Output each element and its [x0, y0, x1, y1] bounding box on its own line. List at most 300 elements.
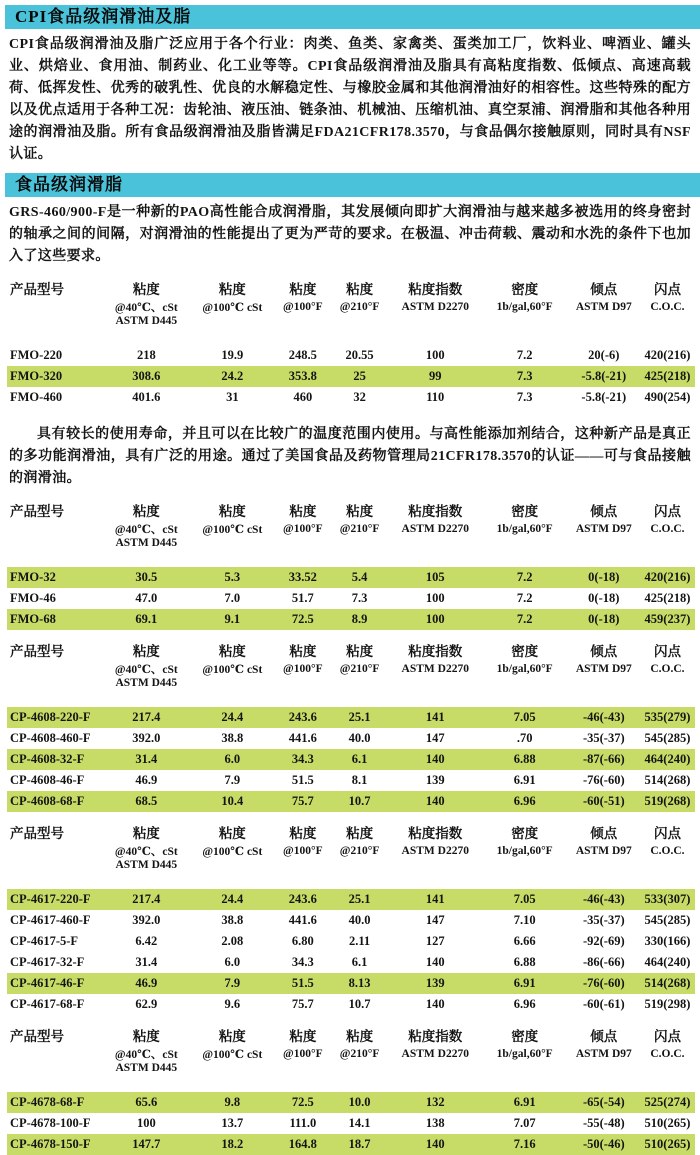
column-header: 粘度指数 — [408, 282, 463, 297]
column-header — [189, 859, 275, 876]
value-cell: 100 — [425, 591, 445, 605]
value-cell: 7.0 — [224, 591, 241, 605]
value-cell: -87(-66) — [568, 749, 640, 770]
column-header: 粘度 — [132, 1029, 160, 1044]
product-model-cell: FMO-46 — [10, 591, 56, 605]
column-header: 闪点 — [653, 826, 681, 841]
product-model-cell: CP-4617-220-F — [7, 889, 103, 910]
value-cell: 7.2 — [482, 609, 568, 630]
table-row — [7, 345, 695, 366]
value-cell: -92(-69) — [582, 934, 625, 948]
value-cell: 7.9 — [189, 973, 275, 994]
column-header: 闪点 — [653, 282, 681, 297]
value-cell: 8.1 — [351, 773, 368, 787]
value-cell: 38.8 — [221, 731, 244, 745]
column-header: 1b/gal,60°F — [496, 522, 553, 535]
value-cell: 10.7 — [330, 791, 388, 812]
value-cell: 401.6 — [132, 390, 161, 404]
column-header — [7, 660, 103, 677]
value-cell: 218 — [136, 348, 156, 362]
value-cell: 47.0 — [135, 591, 158, 605]
value-cell: 2.08 — [221, 934, 244, 948]
value-cell: 10.4 — [189, 791, 275, 812]
table-header-row — [7, 298, 695, 315]
header-gap — [7, 332, 695, 345]
value-cell: 392.0 — [132, 913, 161, 927]
value-cell: 6.91 — [482, 973, 568, 994]
value-cell: 6.96 — [513, 997, 536, 1011]
column-header: ASTM D97 — [575, 522, 632, 535]
value-cell: 24.2 — [189, 366, 275, 387]
column-header: C.O.C. — [650, 844, 685, 857]
column-header — [640, 315, 695, 332]
table-header-row — [7, 677, 695, 694]
column-header: @210°F — [339, 300, 380, 313]
value-cell: -86(-66) — [582, 955, 625, 969]
value-cell: 62.9 — [135, 997, 158, 1011]
value-cell: 243.6 — [275, 707, 330, 728]
value-cell: 460 — [293, 390, 313, 404]
column-header: @100℃ cSt — [202, 845, 263, 858]
column-header: C.O.C. — [650, 300, 685, 313]
product-model-cell: CP-4678-68-F — [7, 1092, 103, 1113]
column-header — [330, 1062, 388, 1079]
column-header — [389, 859, 482, 876]
value-cell: 545(285) — [644, 913, 691, 927]
column-header — [640, 677, 695, 694]
value-cell: 10.0 — [330, 1092, 388, 1113]
value-cell: 330(166) — [644, 934, 691, 948]
column-header — [568, 315, 640, 332]
table-header-row — [7, 1045, 695, 1062]
column-header: 密度 — [511, 826, 539, 841]
column-header: 倾点 — [590, 282, 618, 297]
column-header — [7, 315, 103, 332]
value-cell: 6.1 — [330, 749, 388, 770]
table-row — [7, 728, 695, 749]
column-header — [482, 315, 568, 332]
column-header: 闪点 — [653, 644, 681, 659]
column-header: C.O.C. — [650, 522, 685, 535]
value-cell: 7.16 — [482, 1134, 568, 1155]
value-cell: 75.7 — [275, 791, 330, 812]
value-cell: 100 — [136, 1116, 156, 1130]
value-cell: 6.88 — [513, 955, 536, 969]
column-header — [7, 677, 103, 694]
value-cell: 14.1 — [348, 1116, 371, 1130]
value-cell: 7.2 — [516, 348, 533, 362]
column-header: @100°F — [283, 662, 323, 675]
column-header: 倾点 — [590, 1029, 618, 1044]
value-cell: 308.6 — [103, 366, 189, 387]
value-cell: -35(-37) — [582, 731, 625, 745]
column-header: 粘度 — [289, 644, 317, 659]
column-header — [7, 842, 103, 859]
column-header: ASTM D445 — [115, 315, 178, 327]
column-header — [482, 1062, 568, 1079]
value-cell: 127 — [425, 934, 445, 948]
column-header: 粘度 — [346, 282, 374, 297]
value-cell: 40.0 — [348, 731, 371, 745]
table-header-row — [7, 537, 695, 554]
value-cell: 140 — [389, 749, 482, 770]
column-header: 粘度 — [289, 504, 317, 519]
value-cell: 20.55 — [345, 348, 374, 362]
value-cell: 68.5 — [103, 791, 189, 812]
column-header: @100°F — [283, 1047, 323, 1060]
value-cell: 459(237) — [640, 609, 695, 630]
value-cell: 7.2 — [482, 567, 568, 588]
column-header: @40℃、cSt — [114, 523, 178, 536]
value-cell: 6.80 — [291, 934, 314, 948]
value-cell: -35(-37) — [582, 913, 625, 927]
value-cell: 425(218) — [644, 591, 691, 605]
value-cell: 24.4 — [189, 707, 275, 728]
column-header: 粘度 — [346, 644, 374, 659]
table-row — [7, 973, 695, 994]
value-cell: 6.1 — [351, 955, 368, 969]
value-cell: 425(218) — [640, 366, 695, 387]
column-header: ASTM D2270 — [401, 844, 469, 857]
product-table-cp4608 — [7, 640, 695, 812]
value-cell: 9.8 — [189, 1092, 275, 1113]
value-cell: 100 — [425, 348, 445, 362]
value-cell: 0(-18) — [568, 567, 640, 588]
value-cell: 46.9 — [135, 773, 158, 787]
column-header: ASTM D445 — [115, 537, 178, 549]
value-cell: 9.6 — [224, 997, 241, 1011]
value-cell: 7.3 — [516, 390, 533, 404]
value-cell: -60(-51) — [568, 791, 640, 812]
column-header — [568, 677, 640, 694]
value-cell: 140 — [425, 955, 445, 969]
value-cell: 6.0 — [224, 955, 241, 969]
column-header: @100℃ cSt — [202, 1048, 263, 1061]
value-cell: -55(-48) — [582, 1116, 625, 1130]
column-header: ASTM D97 — [575, 662, 632, 675]
product-model-cell: CP-4617-5-F — [10, 934, 79, 948]
value-cell: 51.7 — [291, 591, 314, 605]
value-cell: 7.07 — [513, 1116, 536, 1130]
value-cell: 6.96 — [482, 791, 568, 812]
section-title-food-grade-grease: 食品级润滑脂 — [5, 173, 700, 197]
value-cell: 46.9 — [103, 973, 189, 994]
column-header: ASTM D445 — [115, 1062, 178, 1074]
column-header: 闪点 — [653, 504, 681, 519]
table-header-row — [7, 842, 695, 859]
column-header: @210°F — [339, 522, 380, 535]
product-model-cell: FMO-32 — [7, 567, 103, 588]
value-cell: 25.1 — [330, 707, 388, 728]
column-header: 倾点 — [590, 826, 618, 841]
value-cell: 7.2 — [516, 591, 533, 605]
product-model-cell: CP-4608-220-F — [7, 707, 103, 728]
value-cell: 217.4 — [103, 707, 189, 728]
column-header: @100℃ cSt — [202, 663, 263, 676]
column-header — [7, 1062, 103, 1079]
table-row — [7, 1134, 695, 1155]
value-cell: 24.4 — [189, 889, 275, 910]
column-header: 粘度指数 — [408, 644, 463, 659]
column-header: 密度 — [511, 504, 539, 519]
value-cell: 7.9 — [224, 773, 241, 787]
column-header — [640, 537, 695, 554]
section-body-food-grade-grease: GRS-460/900-F是一种新的PAO高性能合成润滑脂，其发展倾向即扩大润滑油与越来越多被选用的终身密封的轴承之间的间隔，对润滑油的性能提出了更为严苛的要求。在极温、冲击荷载、震动和水洗的条件下也加入了这些要求。 — [9, 205, 691, 264]
value-cell: 147 — [425, 731, 445, 745]
column-header: 产品型号 — [10, 826, 64, 841]
column-header — [389, 1062, 482, 1079]
table-row — [7, 749, 695, 770]
value-cell: 105 — [389, 567, 482, 588]
column-header — [482, 859, 568, 876]
column-header: 产品型号 — [10, 504, 64, 519]
column-header: ASTM D97 — [575, 1047, 632, 1060]
column-header — [189, 1062, 275, 1079]
header-gap — [7, 554, 695, 567]
value-cell: 164.8 — [275, 1134, 330, 1155]
table-row — [7, 889, 695, 910]
value-cell: 138 — [425, 1116, 445, 1130]
value-cell: 9.1 — [189, 609, 275, 630]
product-model-cell: CP-4608-32-F — [7, 749, 103, 770]
column-header: 粘度 — [346, 504, 374, 519]
column-header: ASTM D2270 — [401, 1047, 469, 1060]
value-cell: 32 — [353, 390, 366, 404]
column-header: 粘度指数 — [408, 504, 463, 519]
value-cell: 132 — [389, 1092, 482, 1113]
column-header: 粘度指数 — [408, 1029, 463, 1044]
column-header — [482, 677, 568, 694]
value-cell: 535(279) — [640, 707, 695, 728]
column-header: @100°F — [283, 844, 323, 857]
column-header — [330, 537, 388, 554]
value-cell: 34.3 — [275, 749, 330, 770]
value-cell: 545(285) — [644, 731, 691, 745]
column-header — [568, 537, 640, 554]
value-cell: 0(-18) — [568, 609, 640, 630]
value-cell: 19.9 — [221, 348, 244, 362]
value-cell: 243.6 — [275, 889, 330, 910]
table-row — [7, 910, 695, 931]
product-model-cell: CP-4678-100-F — [10, 1116, 91, 1130]
table-row — [7, 707, 695, 728]
product-model-cell: FMO-220 — [10, 348, 63, 362]
product-model-cell: CP-4617-460-F — [10, 913, 91, 927]
column-header: ASTM D2270 — [401, 300, 469, 313]
column-header: ASTM D445 — [115, 677, 178, 689]
column-header — [189, 537, 275, 554]
table-row — [7, 588, 695, 609]
column-header: 粘度 — [132, 282, 160, 297]
value-cell: 20(-6) — [588, 348, 620, 362]
value-cell: 31.4 — [135, 955, 158, 969]
value-cell: 5.4 — [330, 567, 388, 588]
table-header-row — [7, 278, 695, 298]
value-cell: 111.0 — [289, 1116, 317, 1130]
value-cell: 7.05 — [482, 889, 568, 910]
product-table-fmo-high — [7, 278, 695, 408]
value-cell: -5.8(-21) — [568, 366, 640, 387]
value-cell: -65(-54) — [568, 1092, 640, 1113]
table-row — [7, 366, 695, 387]
column-header: 密度 — [511, 282, 539, 297]
value-cell: 72.5 — [275, 609, 330, 630]
value-cell: 13.7 — [221, 1116, 244, 1130]
value-cell: 2.11 — [348, 934, 371, 948]
column-header: @40℃、cSt — [114, 301, 178, 314]
value-cell: 65.6 — [103, 1092, 189, 1113]
column-header: 1b/gal,60°F — [496, 1047, 553, 1060]
column-header — [275, 315, 330, 332]
column-header: 闪点 — [653, 1029, 681, 1044]
product-table-cp4617 — [7, 822, 695, 1015]
column-header: @100°F — [283, 522, 323, 535]
column-header: 粘度 — [132, 826, 160, 841]
column-header: C.O.C. — [650, 662, 685, 675]
value-cell: 18.2 — [189, 1134, 275, 1155]
value-cell: 141 — [389, 707, 482, 728]
column-header — [389, 315, 482, 332]
table-header-row — [7, 1025, 695, 1045]
column-header: 倾点 — [590, 504, 618, 519]
column-header: 粘度 — [132, 644, 160, 659]
column-header — [330, 315, 388, 332]
product-model-cell: FMO-460 — [10, 390, 63, 404]
column-header — [330, 677, 388, 694]
value-cell: 6.66 — [513, 934, 536, 948]
value-cell: -46(-43) — [568, 889, 640, 910]
table-row — [7, 994, 695, 1015]
note-paragraph: 具有较长的使用寿命，并且可以在比较广的温度范围内使用。与高性能添加剂结合，这种新产品是真正的多功能润滑油，具有广泛的用途。通过了美国食品及药物管理局21CFR178.3570的认证——可与食品接触的润滑油。 — [9, 427, 691, 486]
value-cell: 51.5 — [275, 973, 330, 994]
column-header — [189, 315, 275, 332]
column-header: ASTM D2270 — [401, 522, 469, 535]
column-header: 粘度 — [289, 282, 317, 297]
value-cell: 8.13 — [330, 973, 388, 994]
value-cell: 353.8 — [275, 366, 330, 387]
value-cell: -60(-61) — [582, 997, 625, 1011]
column-header: 密度 — [511, 1029, 539, 1044]
table-header-row — [7, 822, 695, 842]
column-header — [7, 537, 103, 554]
value-cell: 519(268) — [640, 791, 695, 812]
column-header: 密度 — [511, 644, 539, 659]
value-cell: 6.88 — [482, 749, 568, 770]
product-model-cell: CP-4608-46-F — [10, 773, 85, 787]
value-cell: 248.5 — [288, 348, 317, 362]
section-title-food-grade-oil: CPI食品级润滑油及脂 — [5, 5, 700, 29]
product-table-cp4678 — [7, 1025, 695, 1155]
column-header — [275, 537, 330, 554]
column-header: 1b/gal,60°F — [496, 300, 553, 313]
column-header — [275, 677, 330, 694]
table-header-row — [7, 315, 695, 332]
value-cell: -76(-60) — [582, 773, 625, 787]
column-header — [7, 520, 103, 537]
value-cell: 139 — [389, 973, 482, 994]
header-gap — [7, 876, 695, 889]
column-header — [7, 298, 103, 315]
column-header: 产品型号 — [10, 1029, 64, 1044]
value-cell: -5.8(-21) — [581, 390, 627, 404]
column-header: ASTM D97 — [575, 844, 632, 857]
value-cell: 464(240) — [640, 749, 695, 770]
value-cell: 392.0 — [132, 731, 161, 745]
table-row — [7, 609, 695, 630]
value-cell: 38.8 — [221, 913, 244, 927]
value-cell: 25 — [330, 366, 388, 387]
column-header: ASTM D97 — [575, 300, 632, 313]
value-cell: .70 — [516, 731, 533, 745]
value-cell: 139 — [425, 773, 445, 787]
column-header: @100℃ cSt — [202, 523, 263, 536]
column-header: C.O.C. — [650, 1047, 685, 1060]
column-header — [7, 1045, 103, 1062]
value-cell: 30.5 — [103, 567, 189, 588]
value-cell: -46(-43) — [568, 707, 640, 728]
value-cell: 99 — [389, 366, 482, 387]
column-header — [568, 1062, 640, 1079]
product-model-cell: FMO-320 — [7, 366, 103, 387]
value-cell: 33.52 — [275, 567, 330, 588]
table-row — [7, 770, 695, 791]
column-header — [275, 1062, 330, 1079]
column-header: 1b/gal,60°F — [496, 844, 553, 857]
table-row — [7, 567, 695, 588]
value-cell: 510(265) — [640, 1134, 695, 1155]
value-cell: 525(274) — [640, 1092, 695, 1113]
value-cell: 141 — [389, 889, 482, 910]
value-cell: 18.7 — [330, 1134, 388, 1155]
table-header-row — [7, 859, 695, 876]
value-cell: 140 — [425, 997, 445, 1011]
value-cell: 147 — [425, 913, 445, 927]
value-cell: 110 — [426, 390, 445, 404]
table-header-row — [7, 500, 695, 520]
value-cell: 6.42 — [135, 934, 158, 948]
table-row — [7, 1113, 695, 1134]
column-header: @100°F — [283, 300, 323, 313]
value-cell: 420(216) — [644, 348, 691, 362]
value-cell: 147.7 — [103, 1134, 189, 1155]
column-header: 粘度指数 — [408, 826, 463, 841]
value-cell: 25.1 — [330, 889, 388, 910]
column-header: @210°F — [339, 1047, 380, 1060]
value-cell: 510(265) — [644, 1116, 691, 1130]
value-cell: 7.3 — [351, 591, 368, 605]
column-header: 倾点 — [590, 644, 618, 659]
value-cell: 6.91 — [482, 1092, 568, 1113]
table-row — [7, 387, 695, 408]
column-header — [640, 1062, 695, 1079]
column-header: 粘度 — [346, 1029, 374, 1044]
product-model-cell: CP-4678-150-F — [7, 1134, 103, 1155]
column-header: @210°F — [339, 844, 380, 857]
value-cell: 5.3 — [189, 567, 275, 588]
column-header — [389, 537, 482, 554]
product-model-cell: CP-4617-32-F — [10, 955, 85, 969]
column-header: 产品型号 — [10, 282, 64, 297]
table-row — [7, 791, 695, 812]
column-header — [330, 859, 388, 876]
column-header — [7, 859, 103, 876]
value-cell: -76(-60) — [568, 973, 640, 994]
column-header: ASTM D2270 — [401, 662, 469, 675]
table-header-row — [7, 640, 695, 660]
product-model-cell: CP-4617-68-F — [10, 997, 85, 1011]
value-cell: 140 — [389, 1134, 482, 1155]
column-header: 1b/gal,60°F — [496, 662, 553, 675]
